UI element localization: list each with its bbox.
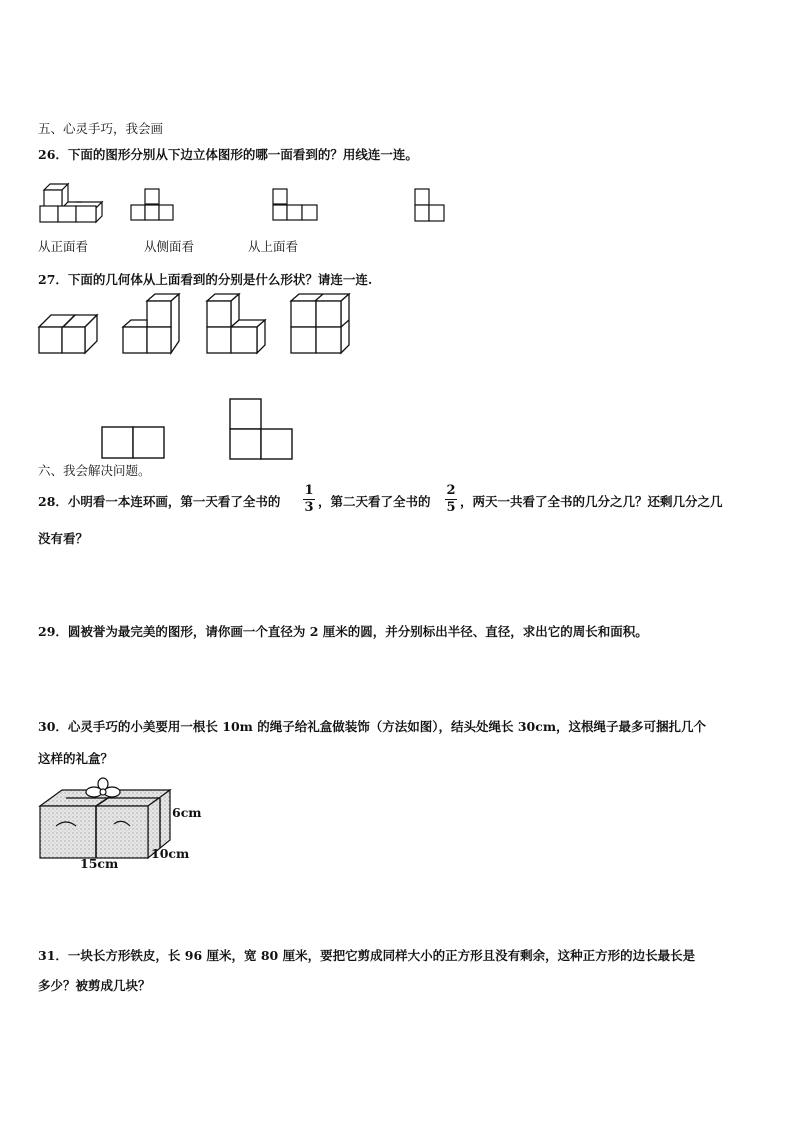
q28-frac1-numerator: 1 bbox=[304, 483, 314, 498]
question-29-text: 29．圆被誉为最完美的图形，请你画一个直径为 2 厘米的圆，并分别标出半径、直径，求出它的周长和面积。 bbox=[38, 624, 648, 639]
q27-solid-3 bbox=[205, 293, 269, 355]
question-28-line2: 没有看？ bbox=[38, 531, 89, 546]
question-27-text: 27．下面的几何体从上面看到的分别是什么形状？请连一连. bbox=[38, 272, 373, 287]
question-28-part3: ，两天一共看了全书的几分之几？还剩几分之几 bbox=[460, 494, 723, 509]
q27-top-view-2 bbox=[229, 398, 295, 462]
question-31-line2: 多少？被剪成几块？ bbox=[38, 978, 151, 993]
q28-frac2-numerator: 2 bbox=[446, 483, 456, 498]
section-5-heading: 五、心灵手巧，我会画 bbox=[38, 121, 164, 136]
q26-label-top: 从上面看 bbox=[248, 239, 299, 254]
q27-solid-4 bbox=[289, 293, 353, 355]
question-31-line1: 31．一块长方形铁皮，长 96 厘米，宽 80 厘米，要把它剪成同样大小的正方形且没有剩余，这种正方形的边长最长是 bbox=[38, 948, 696, 963]
question-28-part1: 28．小明看一本连环画，第一天看了全书的 bbox=[38, 494, 281, 509]
q28-frac1-denominator: 3 bbox=[304, 500, 314, 515]
q28-fraction-1 bbox=[303, 484, 315, 515]
q27-solid-2 bbox=[121, 293, 185, 355]
question-26-text: 26．下面的图形分别从下边立体图形的哪一面看到的？用线连一连。 bbox=[38, 147, 418, 162]
q27-top-view-1 bbox=[101, 426, 167, 460]
q26-view-c bbox=[414, 188, 448, 226]
question-30-line2: 这样的礼盒？ bbox=[38, 751, 114, 766]
q30-dim-length: 15cm bbox=[80, 856, 119, 871]
question-30-line1: 30．心灵手巧的小美要用一根长 10m 的绳子给礼盒做装饰（方法如图），结头处绳长 30cm，这根绳子最多可捆扎几个 bbox=[38, 719, 707, 734]
q28-fraction-2 bbox=[445, 484, 457, 515]
q27-solid-1 bbox=[37, 311, 101, 355]
q26-solid-figure bbox=[38, 180, 106, 224]
q26-view-b bbox=[272, 188, 320, 222]
q26-label-side: 从侧面看 bbox=[144, 239, 195, 254]
q30-dim-width: 10cm bbox=[151, 846, 190, 861]
q30-dim-height: 6cm bbox=[172, 805, 202, 820]
section-6-heading: 六、我会解决问题。 bbox=[38, 463, 151, 478]
q28-frac2-denominator: 5 bbox=[446, 500, 456, 515]
question-28-part2: ，第二天看了全书的 bbox=[318, 494, 431, 509]
q26-view-a bbox=[130, 188, 176, 222]
q26-label-front: 从正面看 bbox=[38, 239, 89, 254]
